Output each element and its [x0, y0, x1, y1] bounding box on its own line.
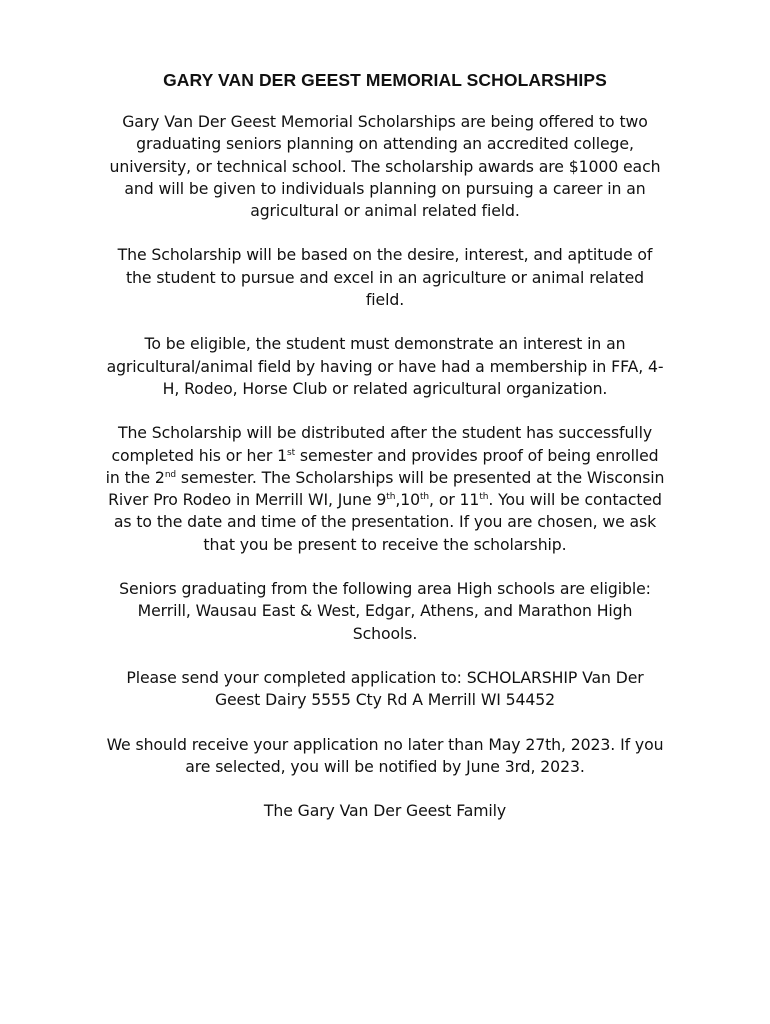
distribution-text-b: semester and provides proof of being enrolled in the 2: [105, 445, 659, 487]
deadline-paragraph: We should receive your application no later than May 27th, 2023. If you are selected, you will be notified by June 3rd, 2023.: [106, 734, 664, 776]
eligible-schools-line: High Schools.: [352, 601, 633, 643]
address-recipient: SCHOLARSHIP: [466, 667, 578, 687]
signature-line: The Gary Van Der Geest Family: [263, 801, 507, 821]
page-title: GARY VAN DER GEEST MEMORIAL SCHOLARSHIPS: [163, 70, 607, 90]
ordinal-suffix: st: [287, 447, 296, 458]
distribution-text-c: semester. The Scholarships will be presented at the Wisconsin River Pro Rodeo in Merrill WI, June 9: [108, 467, 665, 510]
distribution-text-e: , or 11: [429, 490, 480, 510]
address-street: 5555 Cty Rd A Merrill WI 54452: [311, 690, 556, 710]
eligible-schools-paragraph: [105, 578, 665, 645]
eligible-schools-line: Seniors graduating from the following area: [119, 579, 452, 599]
intro-paragraph: Gary Van Der Geest Memorial Scholarships are being offered to two graduating seniors planning on attending an accredited college, university, or technical school. The scholarship awards are $1000 each and will be given to individuals planning on pursuing a career in an agricultural or animal related field.: [109, 112, 661, 221]
criteria-paragraph: The Scholarship will be based on the desire, interest, and aptitude of the student to pursue and excel in an agriculture or animal related field.: [117, 245, 653, 310]
address-organization: Van Der Geest Dairy: [214, 667, 644, 710]
distribution-text-a: The Scholarship will be distributed after the student has successfully completed his or her 1: [111, 423, 653, 465]
eligibility-paragraph: To be eligible, the student must demonstrate an interest in an agricultural/animal field by having or have had a membership in FFA, 4-H, Rodeo, Horse Club or related agricultural organization.: [106, 334, 664, 398]
ordinal-suffix: th: [386, 491, 396, 502]
ordinal-suffix: th: [479, 491, 489, 502]
eligible-schools-line: High schools are eligible:: [456, 579, 651, 599]
distribution-text-f: . You will be contacted as to the date and time of the presentation. If you are chosen, we ask that you be present to receive the scholarship.: [113, 490, 662, 554]
eligible-schools-line: Merrill, Wausau East & West, Edgar, Athens, and Marathon: [137, 601, 592, 621]
distribution-paragraph: [105, 422, 665, 556]
ordinal-suffix: nd: [164, 469, 177, 480]
mailing-address-block: [105, 667, 665, 712]
address-instruction: Please send your completed application to:: [126, 667, 462, 687]
ordinal-suffix: th: [420, 491, 430, 502]
distribution-text-d: ,10: [395, 490, 420, 510]
